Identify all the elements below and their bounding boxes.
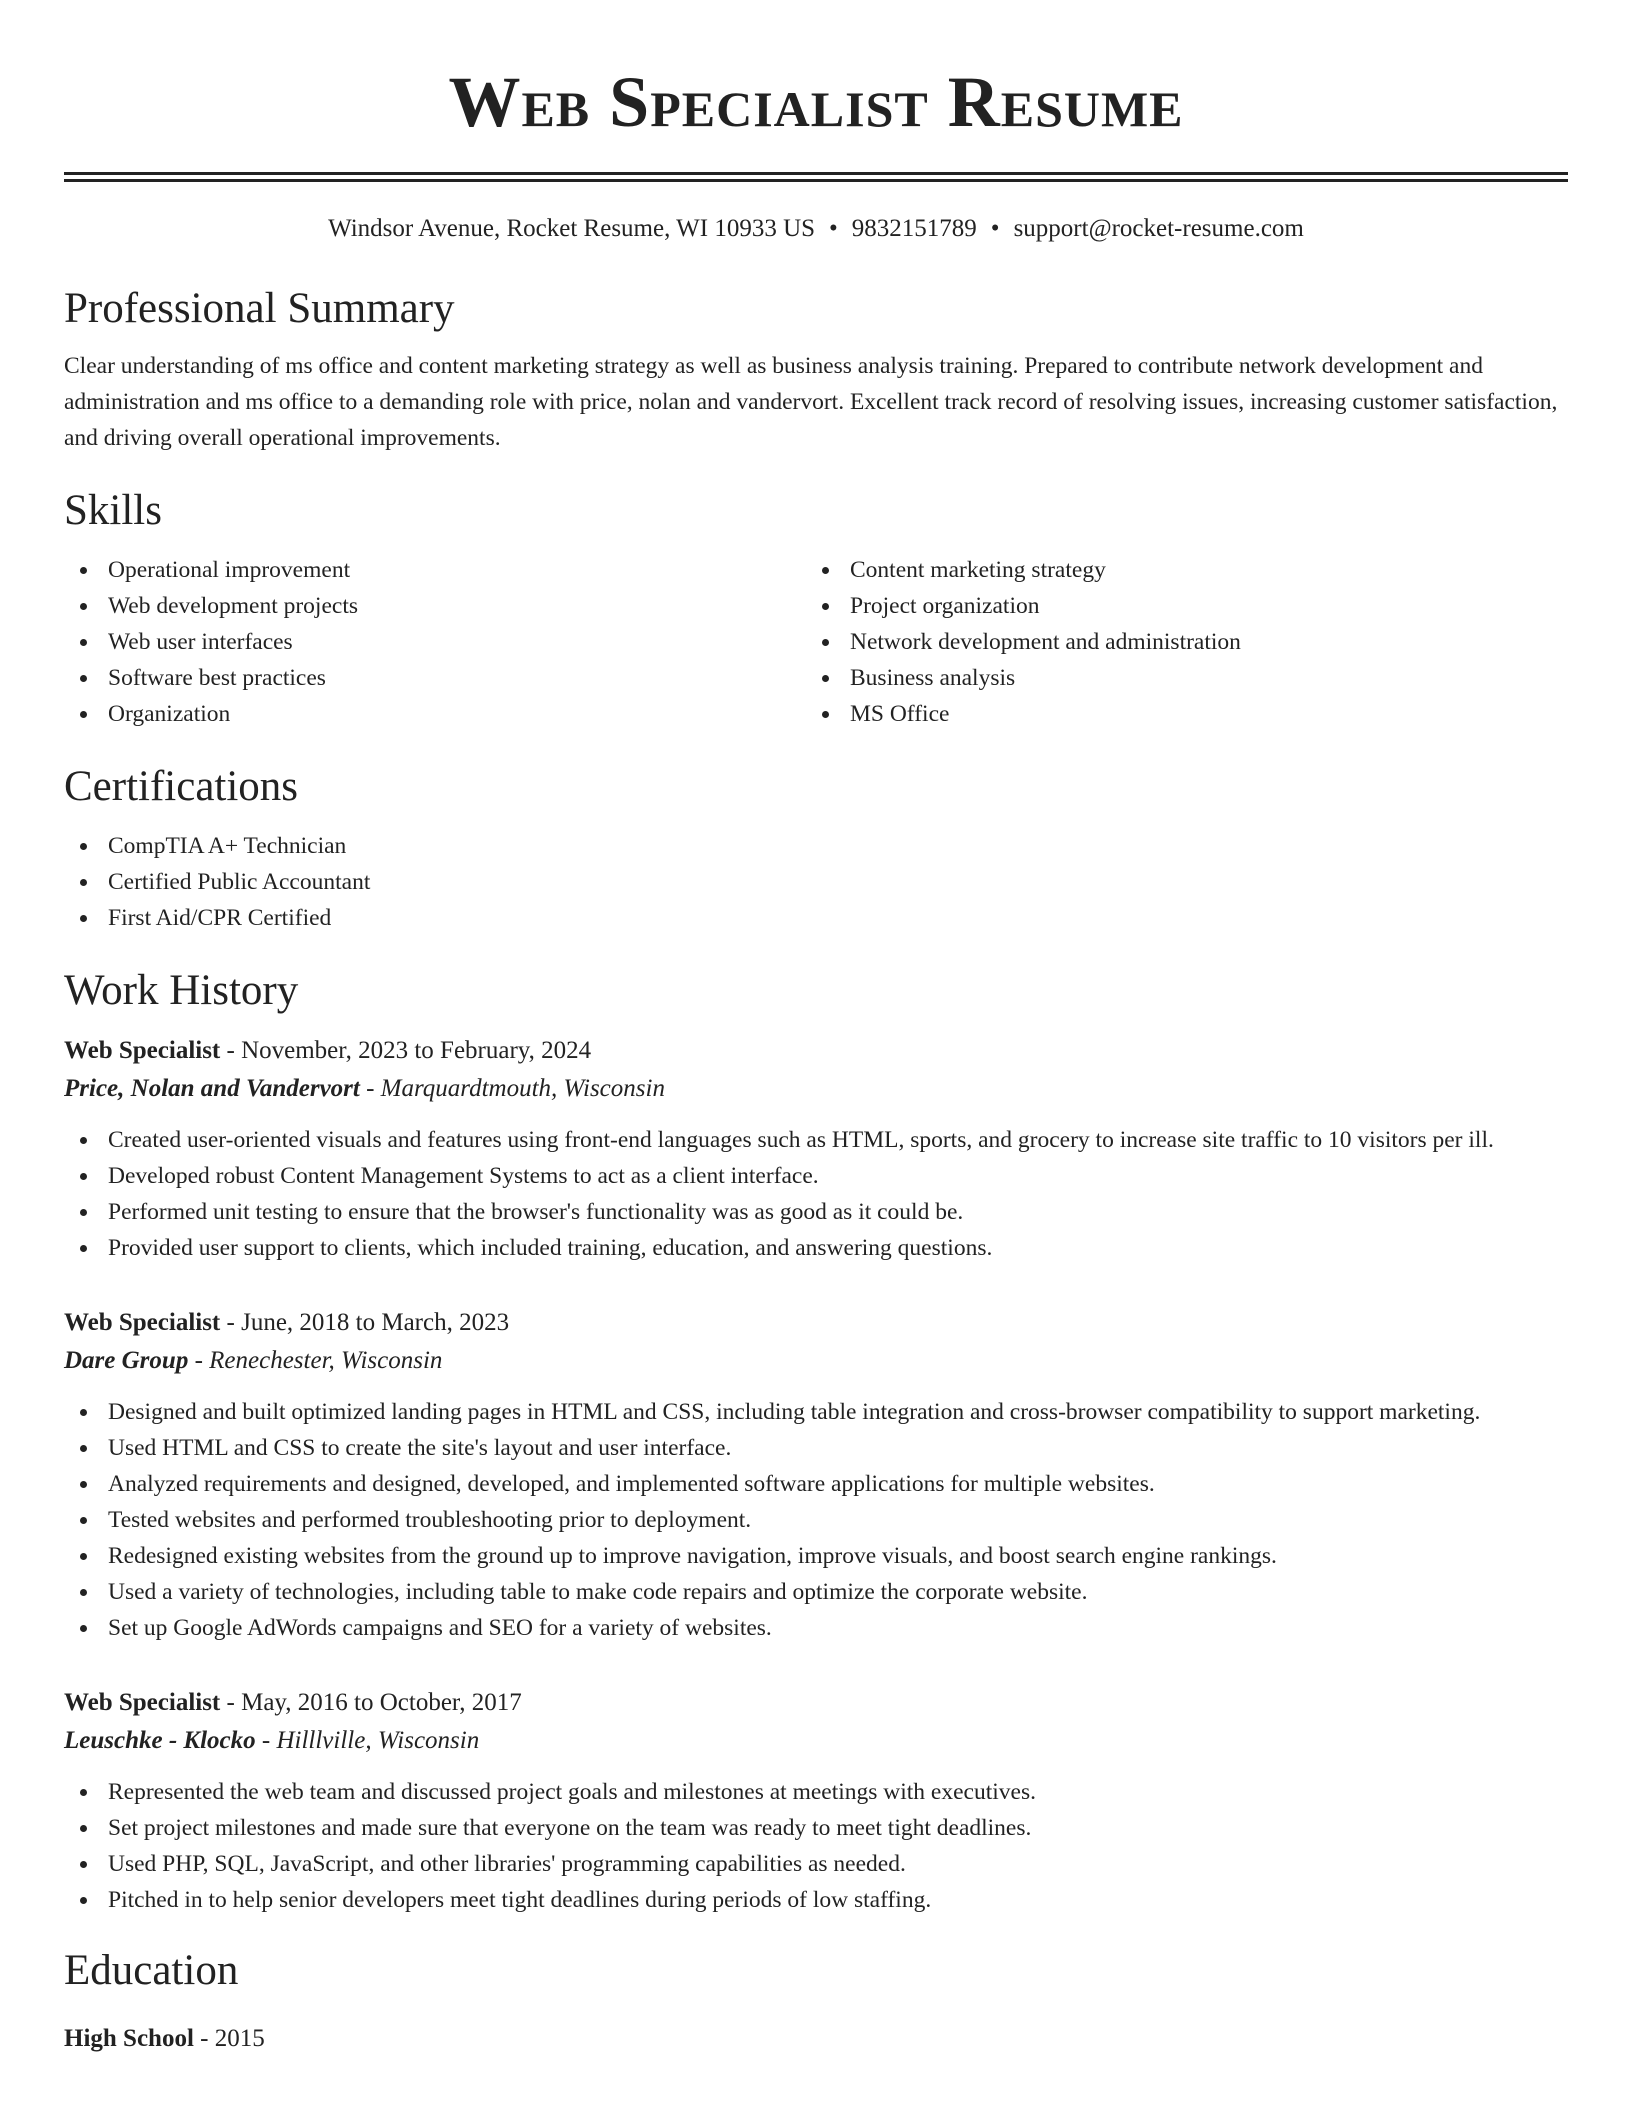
skills-list bbox=[64, 552, 1568, 732]
skill-item: Business analysis bbox=[806, 660, 1548, 696]
summary-text: Clear understanding of ms office and content marketing strategy as well as business analysis training. Prepared to contribute network development and administration and ms office to a demanding role with price, nolan and vandervort. Excellent track record of resolving issues, increasing customer satisfaction, and driving overall operational improvements. bbox=[64, 353, 1558, 451]
company-name: Dare Group bbox=[64, 1347, 189, 1374]
skill-item: Content marketing strategy bbox=[806, 552, 1548, 588]
duty-item: Set project milestones and made sure that everyone on the team was ready to meet tight deadlines. bbox=[64, 1810, 1568, 1846]
company-location: - Marquardtmouth, Wisconsin bbox=[359, 1075, 665, 1102]
job-dates: - May, 2016 to October, 2017 bbox=[220, 1689, 522, 1716]
duty-item: Developed robust Content Management Systems to act as a client interface. bbox=[64, 1158, 1568, 1194]
contact-line bbox=[64, 212, 1568, 246]
duty-item: Performed unit testing to ensure that the browser's functionality was as good as it could be. bbox=[64, 1194, 1568, 1230]
job-entry bbox=[64, 1304, 1568, 1646]
certifications-heading: Certifications bbox=[64, 763, 299, 810]
job-duties bbox=[64, 1394, 1568, 1646]
skill-item: Organization bbox=[64, 696, 806, 732]
job-title: Web Specialist bbox=[64, 1037, 221, 1064]
company-header bbox=[64, 1070, 1568, 1108]
skill-item: Web development projects bbox=[64, 588, 806, 624]
title-divider bbox=[64, 172, 1568, 182]
job-entry bbox=[64, 1032, 1568, 1266]
contact-separator: • bbox=[829, 215, 838, 242]
duty-item: Created user-oriented visuals and features using front-end languages such as HTML, sports, and grocery to increase site traffic to 10 visitors per ill. bbox=[64, 1122, 1568, 1158]
education-school: High School bbox=[64, 2025, 194, 2052]
skills-column-right bbox=[806, 552, 1548, 732]
job-dates: - November, 2023 to February, 2024 bbox=[220, 1037, 592, 1064]
duty-item: Used a variety of technologies, including table to make code repairs and optimize the corporate website. bbox=[64, 1574, 1568, 1610]
certification-item: CompTIA A+ Technician bbox=[64, 828, 1568, 864]
certifications-list bbox=[64, 828, 1568, 936]
skill-item: Network development and administration bbox=[806, 624, 1548, 660]
company-header bbox=[64, 1722, 1568, 1760]
certification-item: First Aid/CPR Certified bbox=[64, 900, 1568, 936]
skill-item: Web user interfaces bbox=[64, 624, 806, 660]
education-entry bbox=[64, 2020, 1568, 2058]
duty-item: Used HTML and CSS to create the site's layout and user interface. bbox=[64, 1430, 1568, 1466]
skill-item: Software best practices bbox=[64, 660, 806, 696]
job-header bbox=[64, 1304, 1568, 1342]
skill-item: Operational improvement bbox=[64, 552, 806, 588]
job-entry bbox=[64, 1684, 1568, 1918]
work-history-heading: Work History bbox=[64, 967, 299, 1014]
skills-heading: Skills bbox=[64, 487, 162, 534]
job-title: Web Specialist bbox=[64, 1689, 221, 1716]
contact-address: Windsor Avenue, Rocket Resume, WI 10933 US bbox=[328, 215, 816, 242]
contact-email: support@rocket-resume.com bbox=[1013, 215, 1304, 242]
duty-item: Redesigned existing websites from the ground up to improve navigation, improve visuals, and boost search engine rankings. bbox=[64, 1538, 1568, 1574]
job-dates: - June, 2018 to March, 2023 bbox=[220, 1309, 510, 1336]
duty-item: Represented the web team and discussed project goals and milestones at meetings with executives. bbox=[64, 1774, 1568, 1810]
job-duties bbox=[64, 1122, 1568, 1266]
company-header bbox=[64, 1342, 1568, 1380]
resume-title: Web Specialist Resume bbox=[448, 62, 1184, 142]
duty-item: Tested websites and performed troubleshooting prior to deployment. bbox=[64, 1502, 1568, 1538]
skill-item: Project organization bbox=[806, 588, 1548, 624]
company-location: - Hilllville, Wisconsin bbox=[255, 1727, 480, 1754]
job-title: Web Specialist bbox=[64, 1309, 221, 1336]
duty-item: Pitched in to help senior developers meet tight deadlines during periods of low staffing. bbox=[64, 1882, 1568, 1918]
job-duties bbox=[64, 1774, 1568, 1918]
education-year: - 2015 bbox=[193, 2025, 265, 2052]
duty-item: Used PHP, SQL, JavaScript, and other libraries' programming capabilities as needed. bbox=[64, 1846, 1568, 1882]
duty-item: Analyzed requirements and designed, developed, and implemented software applications for multiple websites. bbox=[64, 1466, 1568, 1502]
job-header bbox=[64, 1032, 1568, 1070]
summary-heading: Professional Summary bbox=[64, 285, 455, 332]
contact-phone: 9832151789 bbox=[851, 215, 977, 242]
duty-item: Provided user support to clients, which included training, education, and answering questions. bbox=[64, 1230, 1568, 1266]
skills-column-left bbox=[64, 552, 806, 732]
skill-item: MS Office bbox=[806, 696, 1548, 732]
company-location: - Renechester, Wisconsin bbox=[188, 1347, 443, 1374]
certification-item: Certified Public Accountant bbox=[64, 864, 1568, 900]
contact-separator: • bbox=[990, 215, 1000, 242]
company-name: Price, Nolan and Vandervort bbox=[64, 1075, 360, 1102]
company-name: Leuschke - Klocko bbox=[64, 1727, 256, 1754]
duty-item: Designed and built optimized landing pages in HTML and CSS, including table integration and cross-browser compatibility to support marketing. bbox=[64, 1394, 1568, 1430]
education-heading: Education bbox=[64, 1947, 239, 1994]
duty-item: Set up Google AdWords campaigns and SEO for a variety of websites. bbox=[64, 1610, 1568, 1646]
job-header bbox=[64, 1684, 1568, 1722]
